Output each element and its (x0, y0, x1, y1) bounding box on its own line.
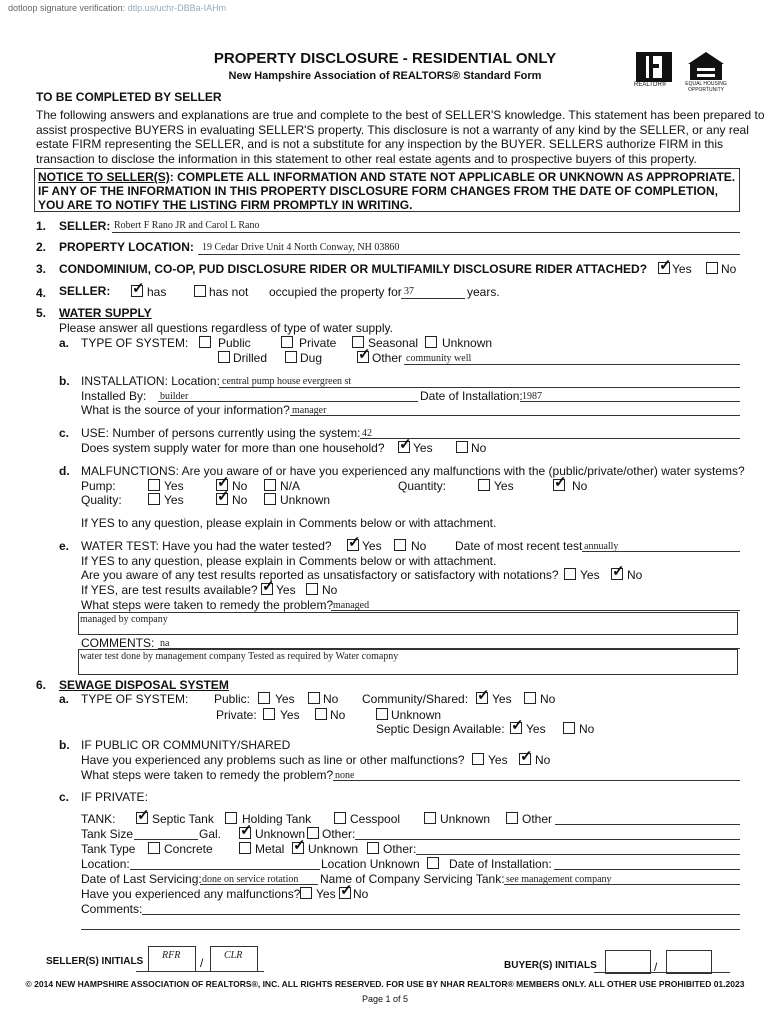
sewage-heading: SEWAGE DISPOSAL SYSTEM (59, 678, 229, 692)
s3-num: 3. (36, 262, 47, 276)
metal-checkbox[interactable] (239, 842, 251, 854)
sewage-problems-yes-checkbox[interactable] (472, 753, 484, 765)
seller-initial-2: CLR (224, 950, 243, 961)
water-drilled-checkbox[interactable] (218, 351, 230, 363)
sewage-community-no-checkbox[interactable] (524, 692, 536, 704)
water-comments-value-2: water test done by management company Tested as required by Water comapny (80, 651, 399, 662)
last-servicing-value[interactable]: done on service rotation (202, 874, 299, 885)
concrete-checkbox[interactable] (148, 842, 160, 854)
multi-household-no-checkbox[interactable] (456, 441, 468, 453)
info-source-value[interactable]: manager (292, 405, 327, 416)
results-available-no-checkbox[interactable] (306, 583, 318, 595)
tank-size-unknown-checkbox[interactable]: ✓ (240, 822, 253, 839)
septic-design-no-checkbox[interactable] (563, 722, 575, 734)
verification-link[interactable]: dtlp.us/uchr-DBBa-IAHm (127, 3, 227, 13)
buyer-initials-box-2[interactable] (666, 950, 712, 974)
s1-num: 1. (36, 219, 47, 233)
tank-unknown-checkbox[interactable] (424, 812, 436, 824)
years-value[interactable]: 37 (404, 286, 414, 297)
form-title: PROPERTY DISCLOSURE - RESIDENTIAL ONLY (213, 50, 557, 67)
condo-yes-checkbox[interactable]: ✓ (659, 257, 672, 274)
to-be-completed: TO BE COMPLETED BY SELLER (36, 90, 222, 104)
water-tested-no-checkbox[interactable] (394, 539, 406, 551)
installation-date-value[interactable]: 1987 (522, 391, 542, 402)
tank-type-other-checkbox[interactable] (367, 842, 379, 854)
pump-na-checkbox[interactable] (264, 479, 276, 491)
servicing-company-value[interactable]: see management company (506, 874, 612, 885)
quality-yes-checkbox[interactable] (148, 493, 160, 505)
buyer-initials-box-1[interactable] (605, 950, 651, 974)
seller-value[interactable]: Robert F Rano JR and Carol L Rano (114, 220, 260, 231)
condo-rider-label: CONDOMINIUM, CO-OP, PUD DISCLOSURE RIDER OR MULTIFAMILY DISCLOSURE RIDER ATTACHED? (59, 262, 648, 276)
page-number: Page 1 of 5 (361, 994, 409, 1004)
sewage-problems-no-checkbox[interactable]: ✓ (520, 748, 533, 765)
quality-unknown-checkbox[interactable] (264, 493, 276, 505)
cesspool-checkbox[interactable] (334, 812, 346, 824)
remedy-value-2: managed by company (80, 614, 168, 625)
quantity-no-checkbox[interactable]: ✓ (554, 474, 567, 491)
sewage-public-no-checkbox[interactable] (308, 692, 320, 704)
copyright-notice: © 2014 NEW HAMPSHIRE ASSOCIATION OF REALTORS®, INC. ALL RIGHTS RESERVED. FOR USE BY NHAR REALTOR® MEMBERS ONLY. ALL OTHER USE PROHIBITED 01.2023 (25, 979, 745, 989)
water-other-checkbox[interactable]: ✓ (358, 346, 371, 363)
property-location-value[interactable]: 19 Cedar Drive Unit 4 North Conway, NH 03860 (202, 242, 400, 253)
pump-no-checkbox[interactable]: ✓ (217, 474, 230, 491)
sewage-private-no-checkbox[interactable] (315, 708, 327, 720)
multi-household-yes-checkbox[interactable]: ✓ (399, 436, 412, 453)
quantity-yes-checkbox[interactable] (478, 479, 490, 491)
water-test-date-value[interactable]: annually (584, 541, 619, 552)
location-unknown-checkbox[interactable] (427, 857, 439, 869)
water-tested-yes-checkbox[interactable]: ✓ (348, 534, 361, 551)
tank-other-checkbox[interactable] (506, 812, 518, 824)
remedy-textbox[interactable] (78, 612, 738, 635)
remedy-value[interactable]: managed (333, 600, 370, 611)
tank-size-other-checkbox[interactable] (307, 827, 319, 839)
buyer-initials-label: BUYER(S) INITIALS (504, 960, 597, 971)
persons-value[interactable]: 42 (362, 428, 372, 439)
water-unknown-checkbox[interactable] (425, 336, 437, 348)
test-results-no-checkbox[interactable]: ✓ (612, 563, 625, 580)
sewage-steps-value[interactable]: none (335, 770, 355, 781)
condo-no-checkbox[interactable] (706, 262, 718, 274)
seller-label: SELLER: (59, 219, 111, 233)
quality-no-checkbox[interactable]: ✓ (217, 488, 230, 505)
has-not-checkbox[interactable] (194, 285, 206, 297)
sewage-public-yes-checkbox[interactable] (258, 692, 270, 704)
seller-occupied-label: SELLER: (59, 284, 111, 298)
verification-label: dotloop signature verification: dtlp.us/uchr-DBBa-IAHm (8, 3, 227, 13)
test-results-yes-checkbox[interactable] (564, 568, 576, 580)
realtor-logo: REALTOR® (636, 52, 674, 88)
water-dug-checkbox[interactable] (285, 351, 297, 363)
pump-yes-checkbox[interactable] (148, 479, 160, 491)
tank-malf-yes-checkbox[interactable] (300, 887, 312, 899)
water-public-checkbox[interactable] (199, 336, 211, 348)
s2-num: 2. (36, 240, 47, 254)
has-checkbox[interactable]: ✓ (132, 280, 145, 297)
septic-design-yes-checkbox[interactable]: ✓ (511, 717, 524, 734)
sewage-community-yes-checkbox[interactable]: ✓ (477, 687, 490, 704)
holding-tank-checkbox[interactable] (225, 812, 237, 824)
equal-housing-logo: EQUAL HOUSING OPPORTUNITY (680, 52, 730, 92)
installed-by-value[interactable]: builder (160, 391, 189, 402)
septic-tank-checkbox[interactable]: ✓ (137, 807, 150, 824)
notice-text: NOTICE TO SELLER(S): COMPLETE ALL INFORMATION AND STATE NOT APPLICABLE OR UNKNOWN AS APPROPRIATE. IF ANY OF THE INFORMATION IN THIS PROPERTY DISCLOSURE FORM CHANGES FROM THE DATE OF COMPLETION, YOU ARE TO NOTIFY THE LISTING FIRM PROMPTLY IN WRITING. (38, 170, 736, 212)
sewage-unknown-checkbox[interactable] (376, 708, 388, 720)
form-subtitle: New Hampshire Association of REALTORS® Standard Form (228, 70, 542, 82)
water-private-checkbox[interactable] (281, 336, 293, 348)
water-supply-heading: WATER SUPPLY (59, 306, 152, 320)
s6-num: 6. (36, 678, 47, 692)
water-other-value[interactable]: community well (406, 353, 472, 364)
seller-initial-1: RFR (162, 950, 181, 961)
s4-num: 4. (36, 286, 47, 300)
tank-malf-no-checkbox[interactable]: ✓ (340, 882, 353, 899)
results-available-yes-checkbox[interactable]: ✓ (262, 578, 275, 595)
water-comments-value[interactable]: na (160, 638, 170, 649)
seller-initials-label: SELLER(S) INITIALS (46, 956, 144, 967)
tank-type-unknown-checkbox[interactable]: ✓ (293, 837, 306, 854)
installation-location-value[interactable]: central pump house evergreen st (222, 376, 352, 387)
sewage-private-yes-checkbox[interactable] (263, 708, 275, 720)
s5-num: 5. (36, 306, 47, 320)
property-location-label: PROPERTY LOCATION: (59, 240, 194, 254)
intro-paragraph: The following answers and explanations are true and complete to the best of SELLER'S knowledge. This statement has been prepared to assist prospective BUYERS in evaluating SELLER'S property. This disclosure is not a warranty of any kind by the SELLER, or any real estate FIRM representing the SELLER, and is not a substitute for any inspection by the BUYER. SELLERS authorize FIRM in this transaction to disclose the information in this statement to other real estate agents and to prospective buyers of this property. (36, 108, 765, 166)
